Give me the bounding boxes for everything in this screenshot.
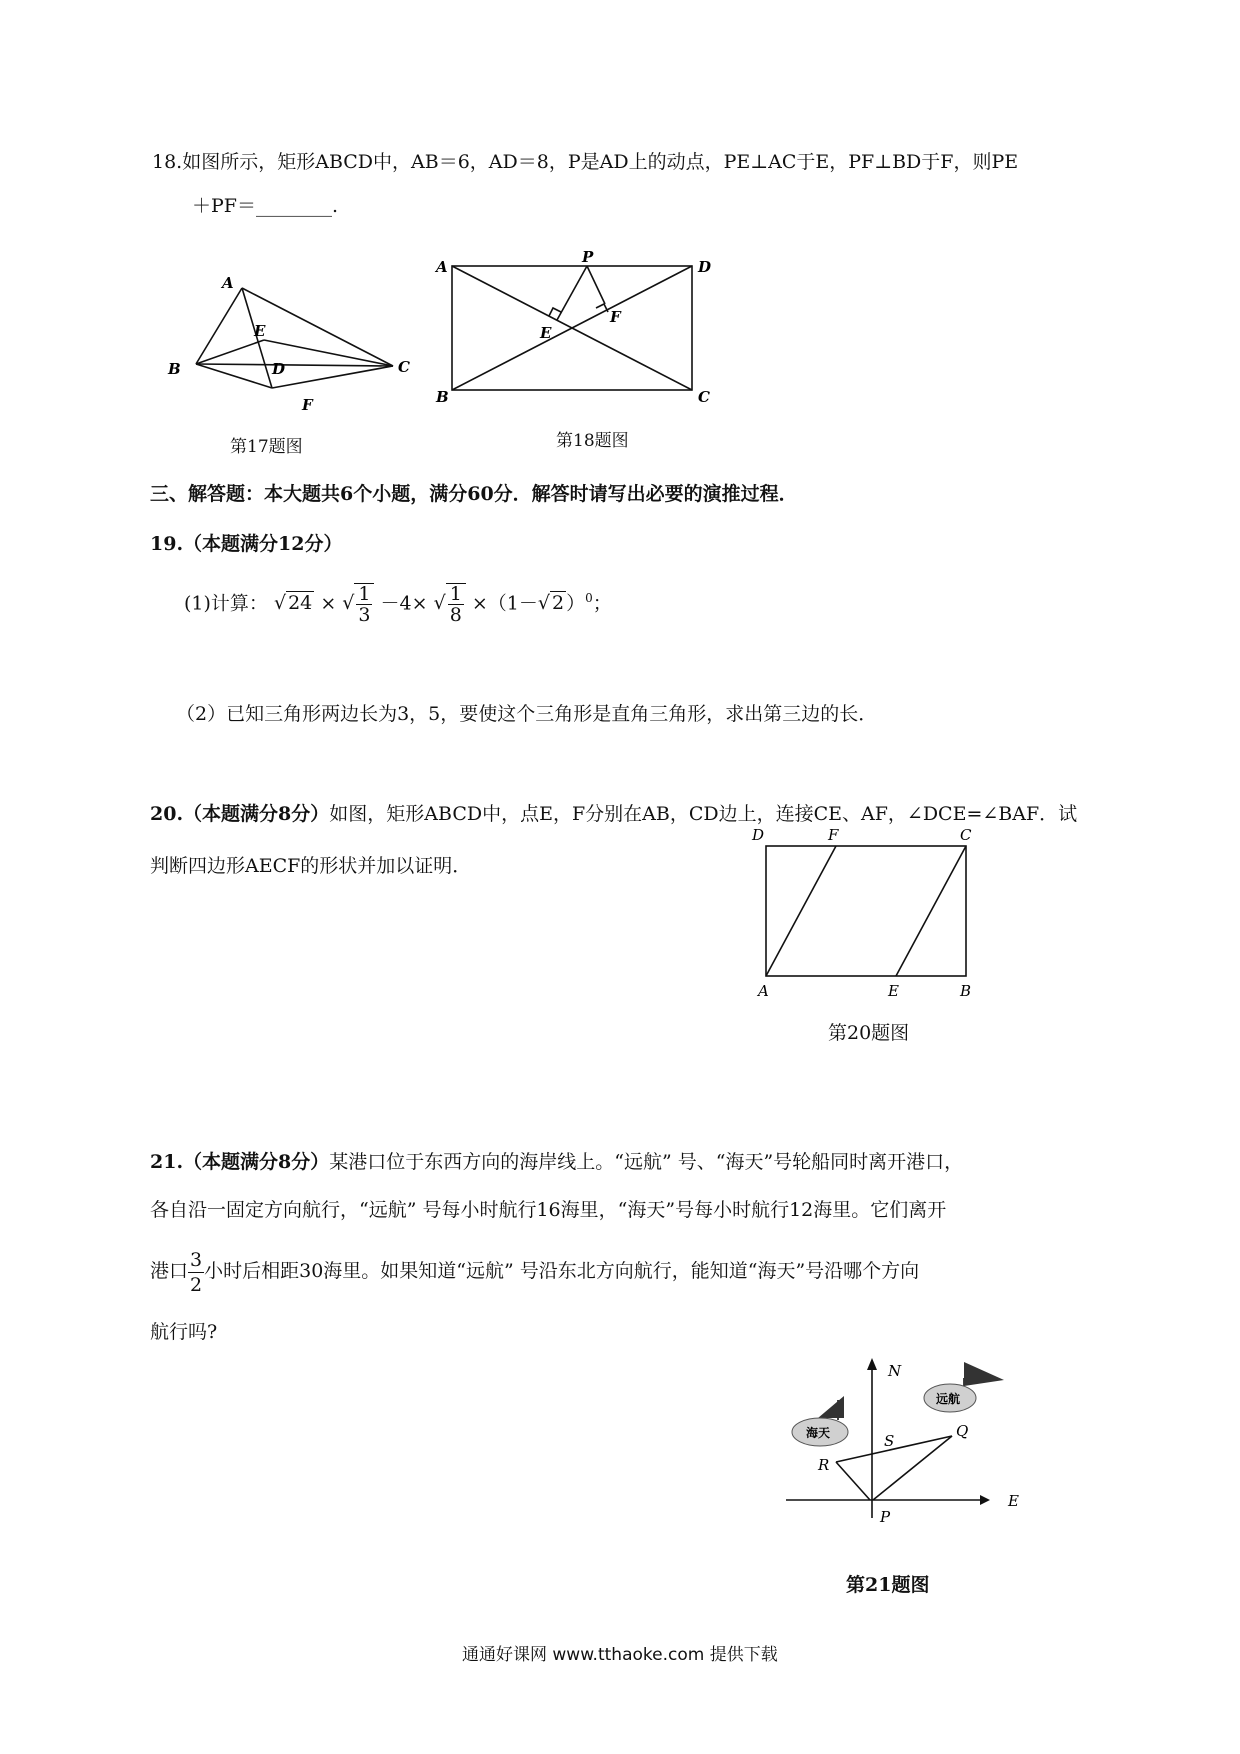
q19-part1-prefix: (1)计算： bbox=[184, 592, 268, 615]
sqrt-one-third: √ $\frac{1}{3}$ bbox=[342, 583, 374, 625]
fig18-label-e: E bbox=[540, 324, 552, 342]
fig21-label-q: Q bbox=[956, 1422, 969, 1440]
fig21-caption: 第21题图 bbox=[846, 1574, 930, 1596]
fig20-label-f: F bbox=[828, 826, 839, 844]
fig20-label-c: C bbox=[960, 826, 972, 844]
fig21-label-n: N bbox=[888, 1362, 902, 1380]
fig21-label-r: R bbox=[818, 1456, 830, 1474]
fig21-label-e: E bbox=[1008, 1492, 1019, 1510]
frac-three-halves-num: 3 bbox=[190, 1248, 203, 1271]
q21-title: 21.（本题满分8分） bbox=[150, 1151, 330, 1173]
fig17-label-f: F bbox=[302, 396, 313, 414]
sqrt-one-eighth: √ $\frac{1}{8}$ bbox=[434, 583, 466, 625]
fig18-label-p: P bbox=[582, 250, 594, 266]
figure-21 bbox=[776, 1340, 1036, 1530]
q21-line2: 各自沿一固定方向航行，“远航” 号每小时航行16海里，“海天”号每小时航行12海里。它们离开 bbox=[150, 1199, 947, 1221]
fig17-label-a: A bbox=[222, 274, 234, 292]
q21-line1-text: 某港口位于东西方向的海岸线上。“远航” 号、“海天”号轮船同时离开港口， bbox=[329, 1151, 964, 1173]
fig21-haitian-label: 海天 bbox=[806, 1426, 831, 1440]
section3-heading: 三、解答题：本大题共6个小题，满分60分．解答时请写出必要的演推过程． bbox=[150, 483, 798, 505]
fig20-label-e: E bbox=[888, 982, 899, 1000]
sqrt-24-radicand: 24 bbox=[288, 592, 313, 615]
fig18-label-f: F bbox=[610, 308, 621, 326]
frac-one-third-num: 1 bbox=[358, 583, 371, 606]
fig20-label-d: D bbox=[752, 826, 765, 844]
fig18-label-a: A bbox=[436, 258, 448, 276]
sqrt-24: √ 24 bbox=[273, 592, 313, 615]
fig21-label-s: S bbox=[884, 1432, 895, 1450]
frac-one-eighth bbox=[446, 583, 466, 625]
fig17-label-c: C bbox=[398, 358, 410, 376]
q19-part2: （2）已知三角形两边长为3，5，要使这个三角形是直角三角形，求出第三边的长． bbox=[176, 703, 878, 725]
frac-three-halves-den: 2 bbox=[190, 1273, 203, 1296]
q21-line3-suffix: 小时后相距30海里。如果知道“远航” 号沿东北方向航行，能知道“海天”号沿哪个方向 bbox=[204, 1260, 920, 1282]
frac-one-third-den: 3 bbox=[358, 604, 371, 627]
fig20-label-b: B bbox=[960, 982, 972, 1000]
frac-one-third bbox=[354, 583, 374, 625]
fig17-label-e: E bbox=[254, 322, 266, 340]
minus-four-times: －4× bbox=[380, 592, 428, 615]
q21-line4: 航行吗? bbox=[150, 1321, 218, 1343]
fig17-label-d: D bbox=[272, 360, 286, 378]
q20-title: 20.（本题满分8分） bbox=[150, 803, 330, 825]
figure-17 bbox=[160, 268, 420, 418]
times-symbol-1: × bbox=[320, 592, 337, 615]
frac-one-eighth-num: 1 bbox=[449, 583, 462, 606]
q20-line1-text: 如图，矩形ABCD中，点E，F分别在AB，CD边上，连接CE、AF，∠DCE=∠BAF．试 bbox=[329, 803, 1078, 825]
q20-line2: 判断四边形AECF的形状并加以证明． bbox=[150, 855, 472, 877]
q21-line3 bbox=[150, 1244, 919, 1298]
fig18-label-b: B bbox=[436, 388, 449, 406]
frac-three-halves bbox=[188, 1248, 204, 1297]
fig17-label-b: B bbox=[168, 360, 181, 378]
frac-one-eighth-den: 8 bbox=[449, 604, 462, 627]
q21-line1 bbox=[150, 1148, 963, 1176]
q18-line1: 18.如图所示，矩形ABCD中，AB＝6，AD＝8，P是AD上的动点，PE⊥AC于E，PF⊥BD于F，则PE bbox=[152, 151, 1019, 173]
fig21-label-p: P bbox=[880, 1508, 891, 1526]
fig18-label-c: C bbox=[698, 388, 710, 406]
q18-line2: ＋PF＝________. bbox=[192, 195, 339, 217]
fig20-caption: 第20题图 bbox=[828, 1022, 910, 1044]
paren-close: ） bbox=[566, 592, 586, 615]
page-footer: 通通好课网 www.tthaoke.com 提供下载 bbox=[462, 1645, 778, 1665]
semicolon: ； bbox=[592, 592, 612, 615]
fig18-label-d: D bbox=[698, 258, 712, 276]
sqrt-2-radicand: 2 bbox=[551, 592, 565, 615]
fig20-label-a: A bbox=[758, 982, 769, 1000]
times-paren-open: ×（1－ bbox=[471, 592, 538, 615]
figure-18 bbox=[432, 250, 732, 410]
fig17-caption: 第17题图 bbox=[230, 437, 303, 457]
sqrt-2: √ 2 bbox=[537, 592, 565, 615]
exponent-zero: 0 bbox=[585, 591, 593, 605]
fig21-yuanhang-label: 远航 bbox=[936, 1392, 961, 1406]
q21-line3-prefix: 港口 bbox=[150, 1260, 189, 1282]
figure-20 bbox=[748, 824, 998, 1004]
q19-part1 bbox=[184, 578, 612, 627]
q19-title: 19.（本题满分12分） bbox=[150, 533, 343, 555]
fig18-caption: 第18题图 bbox=[556, 431, 629, 451]
